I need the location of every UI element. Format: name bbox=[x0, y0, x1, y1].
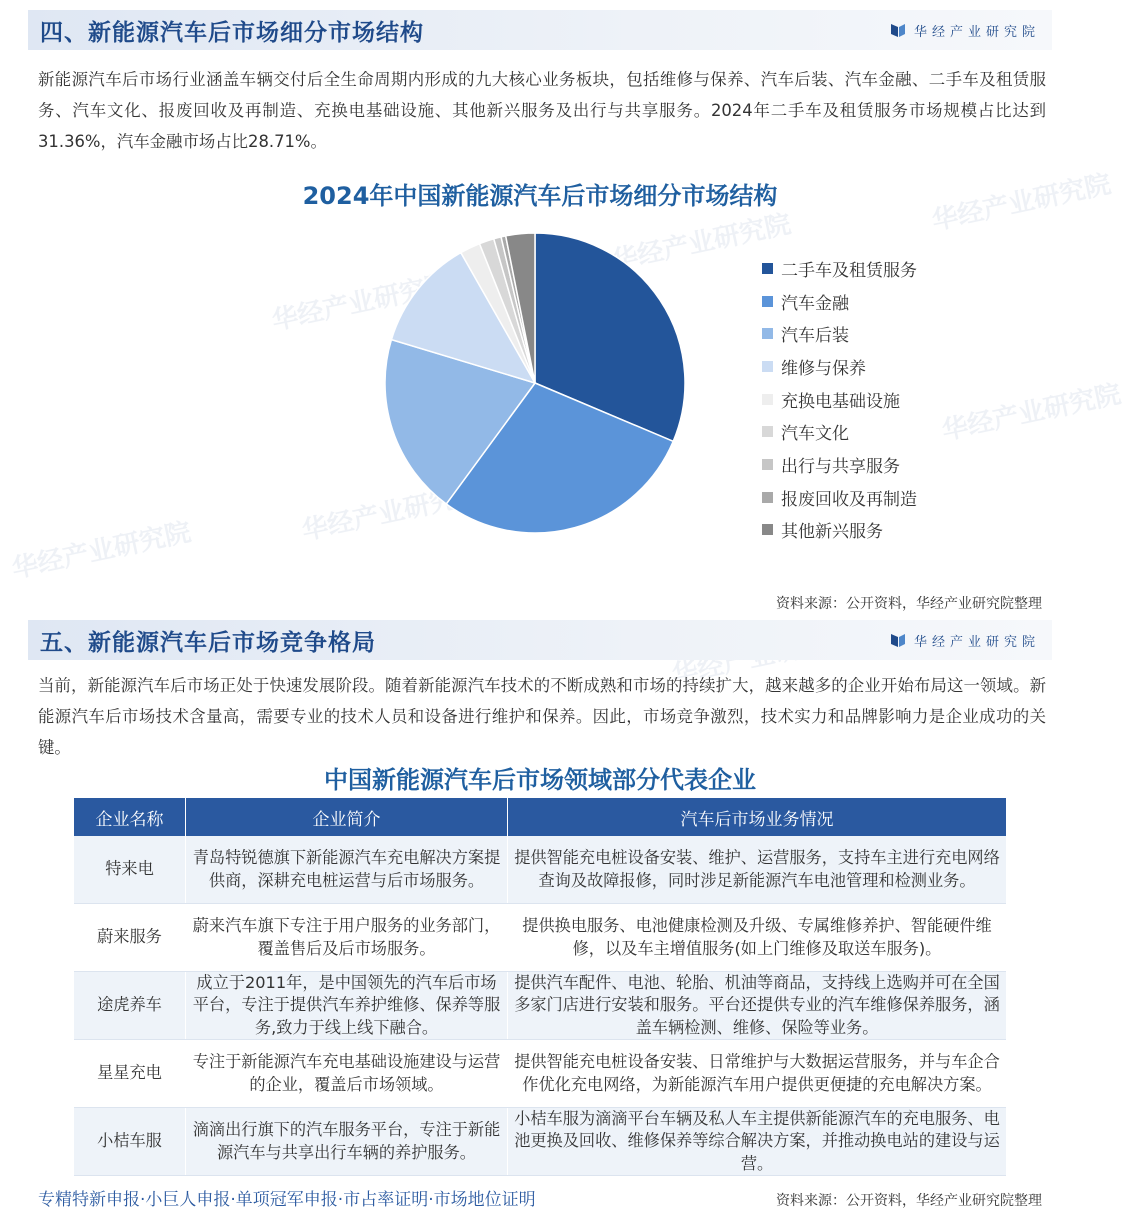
legend-item bbox=[762, 415, 917, 448]
company-intro: 青岛特锐德旗下新能源汽车充电解决方案提供商，深耕充电桩运营与后市场服务。 bbox=[186, 836, 508, 903]
source-note: 资料来源：公开资料，华经产业研究院整理 bbox=[776, 1193, 1042, 1209]
legend-item bbox=[762, 350, 917, 383]
company-business: 小桔车服为滴滴平台车辆及私人车主提供新能源汽车的充电服务、电池更换及回收、维修保养等综合解决方案，并推动换电站的建设与运营。 bbox=[514, 1108, 1000, 1173]
company-intro: 滴滴出行旗下的汽车服务平台，专注于新能源汽车与共享出行车辆的养护服务。 bbox=[186, 1108, 508, 1175]
brand-logo-icon bbox=[890, 632, 906, 648]
section-header bbox=[28, 10, 1052, 50]
chart-legend bbox=[762, 252, 917, 546]
pie-chart bbox=[380, 228, 690, 538]
legend-label: 其他新兴服务 bbox=[781, 522, 883, 543]
section-title: 五、新能源汽车后市场竞争格局 bbox=[40, 629, 376, 656]
watermark: 华经产业研究院 bbox=[299, 479, 484, 547]
legend-swatch bbox=[762, 296, 773, 307]
company-name: 途虎养车 bbox=[74, 972, 186, 1039]
watermark: 华经产业研究院 bbox=[609, 209, 794, 277]
table-row bbox=[74, 1108, 1006, 1176]
legend-swatch bbox=[762, 524, 773, 535]
company-business: 提供智能充电桩设备安装、维护、运营服务，支持车主进行充电网络查询及故障报修，同时涉足新能源汽车电池管理和检测业务。 bbox=[514, 848, 1000, 890]
legend-label: 汽车后装 bbox=[781, 326, 849, 347]
legend-swatch bbox=[762, 328, 773, 339]
table-header-cell: 汽车后市场业务情况 bbox=[680, 809, 834, 830]
table-header-cell: 企业简介 bbox=[186, 798, 508, 836]
section-paragraph: 当前，新能源汽车后市场正处于快速发展阶段。随着新能源汽车技术的不断成熟和市场的持续扩大，越来越多的企业开始布局这一领域。新能源汽车后市场技术含量高，需要专业的技术人员和设备进行维护和保养。因此，市场竞争激烈，技术实力和品牌影响力是企业成功的关键。 bbox=[38, 676, 1046, 757]
company-business: 提供汽车配件、电池、轮胎、机油等商品，支持线上选购并可在全国多家门店进行安装和服务。平台还提供专业的汽车维修保养服务，涵盖车辆检测、维修、保险等业务。 bbox=[514, 972, 1000, 1037]
legend-swatch bbox=[762, 361, 773, 372]
legend-label: 汽车文化 bbox=[781, 424, 849, 445]
table-row bbox=[74, 972, 1006, 1040]
watermark: 华经产业研究院 bbox=[269, 269, 454, 337]
brand-logo-icon bbox=[890, 22, 906, 38]
legend-item bbox=[762, 514, 917, 547]
legend-label: 汽车金融 bbox=[781, 293, 849, 314]
legend-label: 出行与共享服务 bbox=[781, 456, 900, 477]
table-row bbox=[74, 904, 1006, 972]
company-business: 提供智能充电桩设备安装、日常维护与大数据运营服务，并与车企合作优化充电网络，为新能源汽车用户提供更便捷的充电解决方案。 bbox=[514, 1052, 1000, 1094]
legend-swatch bbox=[762, 459, 773, 470]
section-header bbox=[28, 620, 1052, 660]
brand bbox=[890, 631, 1040, 650]
brand-name: 华经产业研究院 bbox=[913, 634, 1040, 650]
chart-title: 2024年中国新能源汽车后市场细分市场结构 bbox=[302, 182, 778, 210]
company-name: 特来电 bbox=[74, 836, 186, 903]
company-intro: 蔚来汽车旗下专注于用户服务的业务部门，覆盖售后及后市场服务。 bbox=[186, 904, 508, 971]
section-title: 四、新能源汽车后市场细分市场结构 bbox=[40, 19, 424, 46]
source-note: 资料来源：公开资料，华经产业研究院整理 bbox=[776, 596, 1042, 612]
table-header-cell: 企业名称 bbox=[74, 798, 186, 836]
legend-item bbox=[762, 383, 917, 416]
legend-item bbox=[762, 481, 917, 514]
legend-label: 充换电基础设施 bbox=[781, 391, 900, 412]
footer-links[interactable]: 专精特新申报·小巨人申报·单项冠军申报·市占率证明·市场地位证明 bbox=[38, 1190, 536, 1210]
company-name: 蔚来服务 bbox=[74, 904, 186, 971]
table-header bbox=[74, 798, 1006, 836]
company-name: 星星充电 bbox=[74, 1040, 186, 1107]
legend-item bbox=[762, 252, 917, 285]
table-row bbox=[74, 836, 1006, 904]
legend-swatch bbox=[762, 263, 773, 274]
table-title: 中国新能源汽车后市场领域部分代表企业 bbox=[324, 766, 756, 794]
legend-item bbox=[762, 317, 917, 350]
watermark: 华经产业研究院 bbox=[929, 169, 1114, 237]
legend-swatch bbox=[762, 492, 773, 503]
company-intro: 专注于新能源汽车充电基础设施建设与运营的企业，覆盖后市场领域。 bbox=[186, 1040, 508, 1107]
legend-swatch bbox=[762, 394, 773, 405]
company-business: 提供换电服务、电池健康检测及升级、专属维修养护、智能硬件维修，以及车主增值服务(如上门维修及取送车服务)。 bbox=[522, 916, 992, 958]
legend-label: 报废回收及再制造 bbox=[781, 489, 917, 510]
company-name: 小桔车服 bbox=[74, 1108, 186, 1175]
legend-swatch bbox=[762, 426, 773, 437]
watermark: 华经产业研究院 bbox=[939, 379, 1124, 447]
legend-label: 维修与保养 bbox=[781, 358, 866, 379]
company-intro: 成立于2011年，是中国领先的汽车后市场平台，专注于提供汽车养护维修、保养等服务,致力于线上线下融合。 bbox=[186, 972, 508, 1039]
brand-name: 华经产业研究院 bbox=[913, 24, 1040, 40]
legend-item bbox=[762, 285, 917, 318]
company-table bbox=[74, 798, 1006, 1176]
legend-label: 二手车及租赁服务 bbox=[781, 260, 917, 281]
brand bbox=[890, 21, 1040, 40]
watermark: 华经产业研究院 bbox=[9, 517, 194, 585]
table-row bbox=[74, 1040, 1006, 1108]
legend-item bbox=[762, 448, 917, 481]
section-paragraph: 新能源汽车后市场行业涵盖车辆交付后全生命周期内形成的九大核心业务板块，包括维修与保养、汽车后装、汽车金融、二手车及租赁服务、汽车文化、报废回收及再制造、充换电基础设施、其他新兴服务及出行与共享服务。2024年二手车及租赁服务市场规模占比达到31.36%，汽车金融市场占比28.71%。 bbox=[38, 70, 1046, 151]
